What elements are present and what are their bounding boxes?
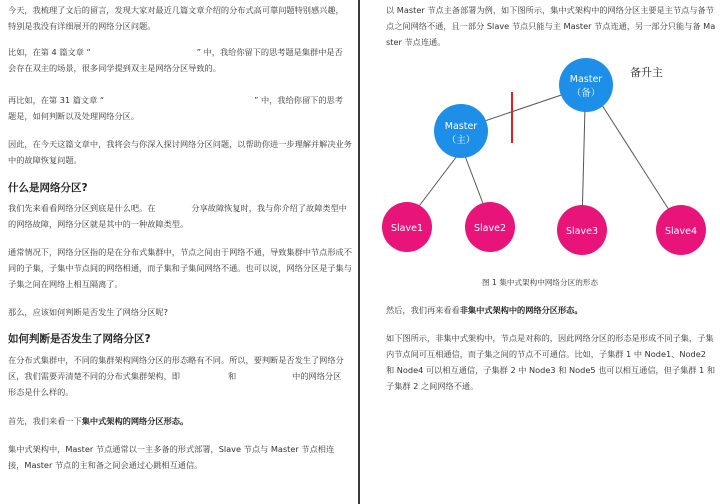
partition-definition-lead: 我们先来看看网络分区到底是什么吧。在	[8, 203, 156, 213]
intro-paragraph: 今天，我梳理了文后的留言，发现大家对最近几篇文章介绍的分布式高可靠问题特别感兴趣，特别是我没有详细展开的网络分区问题。	[8, 5, 344, 31]
example-article-31-paragraph	[8, 92, 344, 124]
edge-backup-slave4	[600, 102, 678, 224]
decentralized-description-paragraph: 如下图所示，非集中式架构中，节点是对称的，因此网络分区的形态是形成不同子集，子集内节点间可互相通信，而子集之间的节点不可通信。比如，子集群 1 中 Node1、Node2 和 Node4 可以相互通信，子集群 2 中 Node3 和 Node5 也可以相互通信，但子集群 1 和子集群 2 之间网络不通。	[386, 333, 716, 391]
master-primary-label: Master	[444, 121, 478, 132]
slave3-label: Slave3	[565, 226, 599, 237]
slave4-label: Slave4	[664, 226, 698, 237]
purpose-paragraph: 因此，在今天这篇文章中，我将会与你深入探讨网络分区问题，以帮助你进一步理解并解决业务中的故障恢复问题。	[8, 139, 352, 165]
architecture-and: 和	[227, 371, 237, 381]
heading-what-is-partition: 什么是网络分区?	[8, 182, 88, 194]
left-column	[0, 0, 358, 504]
architecture-lead: 在分布式集群中，不同的集群架构网络分区的形态略有不同。所以，要判断是否发生了网络分区，我们需要弄清楚不同的分布式集群架构，即	[8, 355, 344, 381]
right-column	[360, 0, 720, 504]
decentralized-intro-bold: 非集中式架构中的网络分区形态。	[459, 305, 583, 315]
centralized-partition-paragraph: 以 Master 节点主备部署为例，如下图所示，集中式架构中的网络分区主要是主节点与备节点之间网络不通，且一部分 Slave 节点只能与主 Master 节点连通，另一部分只能与备 Master 节点连通。	[386, 5, 716, 47]
centralized-description-paragraph: 集中式架构中，Master 节点通常以一主多备的形式部署，Slave 节点与 Master 节点相连接，Master 节点的主和备之间会通过心跳相互通信。	[8, 444, 335, 470]
centralized-intro-bold: 集中式架构的网络分区形态。	[81, 416, 189, 426]
example-article-31-lead: 再比如，在第 31 篇文章 “	[8, 95, 105, 105]
centralized-intro-lead: 首先，我们来看一下	[8, 416, 82, 426]
example-article-4-lead: 比如，在第 4 篇文章 “	[8, 47, 91, 57]
master-backup-node	[559, 58, 613, 112]
example-article-31-rest: ” 中，我给你留下的思考题是，如何判断以及处理网络分区。	[8, 95, 343, 121]
slave1-label: Slave1	[390, 223, 424, 234]
partition-definition-paragraph: 通常情况下，网络分区指的是在分布式集群中，节点之间由于网络不通，导致集群中节点形成不同的子集，子集中节点间的网络相通，而子集和子集间网络不通。也可以说，网络分区是子集与子集之间在网络上相互隔离了。	[8, 247, 352, 289]
heading-how-to-judge: 如何判断是否发生了网络分区?	[8, 333, 151, 345]
master-backup-sublabel: （备）	[571, 88, 601, 99]
partition-definition-rest: 分享故障恢复时，我与你介绍了故障类型中的网络故障，网络分区就是其中的一种故障类型。	[8, 203, 347, 229]
master-primary-sublabel: （主）	[446, 135, 476, 146]
example-article-4-paragraph	[8, 44, 348, 76]
slave2-label: Slave2	[473, 223, 507, 234]
centralized-intro-paragraph	[8, 413, 348, 429]
architecture-rest: 中的网络分区形态是什么样的。	[8, 371, 342, 397]
partition-definition-intro	[8, 200, 352, 232]
how-to-judge-question: 那么，应该如何判断是否发生了网络分区呢?	[8, 307, 168, 317]
master-backup-label: Master	[569, 74, 603, 85]
decentralized-intro-lead: 然后，我们再来看看	[386, 305, 460, 315]
centralized-partition-diagram	[360, 52, 720, 262]
figure-caption: 图 1 集中式架构中网络分区的形态	[482, 278, 598, 287]
architecture-paragraph	[8, 352, 348, 400]
promote-label: 备升主	[630, 66, 663, 79]
example-article-4-rest: ” 中，我给你留下的思考题是集群中是否会存在双主的场景，很多同学提到双主是网络分区导致的。	[8, 47, 343, 73]
decentralized-intro-paragraph	[386, 302, 716, 318]
